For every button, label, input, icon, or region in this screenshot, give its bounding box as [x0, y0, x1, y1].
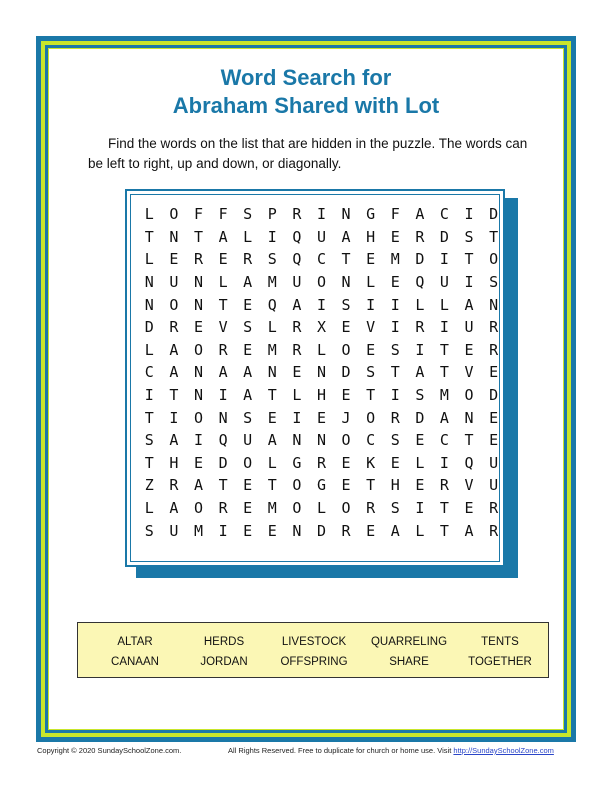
puzzle-letter: I [144, 386, 154, 405]
puzzle-letter: L [415, 453, 425, 472]
puzzle-letter: H [390, 476, 400, 495]
puzzle-letter: L [316, 499, 326, 518]
footer-copyright: Copyright © 2020 SundaySchoolZone.com. [37, 746, 182, 755]
puzzle-letter: G [292, 453, 302, 472]
puzzle-letter: M [390, 250, 400, 269]
puzzle-letter: T [366, 386, 376, 405]
puzzle-letter: R [366, 499, 376, 518]
puzzle-letter: S [489, 273, 499, 292]
puzzle-letter: O [464, 386, 474, 405]
puzzle-letter: O [366, 408, 376, 427]
puzzle-letter: A [464, 521, 474, 540]
word-bank [77, 622, 549, 678]
footer-rights-text: All Rights Reserved. Free to duplicate for church or home use. Visit [228, 746, 452, 755]
puzzle-letter: A [267, 431, 277, 450]
puzzle-letter: I [390, 386, 400, 405]
puzzle-letter: I [218, 521, 228, 540]
word-bank-item: LIVESTOCK [281, 636, 347, 648]
puzzle-letter: R [292, 205, 302, 224]
puzzle-letter: U [169, 521, 179, 540]
puzzle-letter: M [267, 340, 277, 359]
puzzle-letter: L [415, 521, 425, 540]
puzzle-letter: Q [292, 227, 302, 246]
puzzle-letter: I [415, 340, 425, 359]
footer-rights [228, 746, 554, 755]
puzzle-letter: E [243, 340, 253, 359]
puzzle-letter: E [193, 318, 203, 337]
puzzle-letter: V [464, 363, 474, 382]
puzzle-letter: R [169, 476, 179, 495]
puzzle-letter: R [218, 340, 228, 359]
puzzle-letter: E [218, 250, 228, 269]
puzzle-letter: R [218, 499, 228, 518]
puzzle-letter: I [316, 205, 326, 224]
puzzle-letter: A [169, 431, 179, 450]
puzzle-letter: R [341, 521, 351, 540]
puzzle-letter: L [267, 318, 277, 337]
puzzle-letter: N [193, 273, 203, 292]
puzzle-letter: X [316, 318, 326, 337]
puzzle-letter: S [390, 340, 400, 359]
puzzle-letter: T [464, 431, 474, 450]
puzzle-letter: S [464, 227, 474, 246]
puzzle-letter: E [489, 363, 499, 382]
word-bank-row-1 [78, 633, 548, 651]
puzzle-letter: T [439, 363, 449, 382]
puzzle-letter: S [341, 295, 351, 314]
puzzle-letter: M [439, 386, 449, 405]
puzzle-letter: O [243, 453, 253, 472]
puzzle-letter: I [267, 227, 277, 246]
puzzle-letter: E [341, 386, 351, 405]
puzzle-letter: O [341, 499, 351, 518]
puzzle-letter: A [439, 408, 449, 427]
puzzle-row [137, 519, 506, 542]
puzzle-row [137, 497, 506, 520]
word-bank-item: OFFSPRING [280, 656, 348, 668]
puzzle-letter: I [218, 386, 228, 405]
puzzle-letter: E [267, 408, 277, 427]
puzzle-letter: E [415, 476, 425, 495]
puzzle-letter: A [292, 295, 302, 314]
puzzle-letter: G [316, 476, 326, 495]
puzzle-letter: E [243, 521, 253, 540]
puzzle-row [137, 384, 506, 407]
puzzle-letter: E [390, 273, 400, 292]
puzzle-letter: A [415, 363, 425, 382]
puzzle-letter: E [292, 363, 302, 382]
puzzle-letter: L [144, 205, 154, 224]
puzzle-letter: T [390, 363, 400, 382]
puzzle-letter: N [489, 295, 499, 314]
puzzle-letter: R [292, 340, 302, 359]
puzzle-letter: S [390, 499, 400, 518]
puzzle-letter: E [316, 408, 326, 427]
puzzle-letter: V [218, 318, 228, 337]
puzzle-letter: K [366, 453, 376, 472]
puzzle-letter: S [243, 408, 253, 427]
puzzle-letter: T [218, 476, 228, 495]
puzzle-letter: D [489, 205, 499, 224]
puzzle-letter: T [267, 386, 277, 405]
footer-link[interactable]: http://SundaySchoolZone.com [453, 746, 554, 755]
puzzle-letter: U [292, 273, 302, 292]
puzzle-letter: S [267, 250, 277, 269]
puzzle-letter: V [464, 476, 474, 495]
puzzle-letter: U [316, 227, 326, 246]
puzzle-letter: E [243, 476, 253, 495]
puzzle-letter: N [169, 227, 179, 246]
puzzle-letter: E [464, 499, 474, 518]
puzzle-letter: L [144, 340, 154, 359]
puzzle-letter: I [316, 295, 326, 314]
puzzle-letter: Q [267, 295, 277, 314]
puzzle-letter: O [292, 499, 302, 518]
puzzle-letter: T [439, 499, 449, 518]
word-bank-item: SHARE [389, 656, 429, 668]
puzzle-letter: E [243, 295, 253, 314]
puzzle-letter: N [193, 386, 203, 405]
puzzle-letter: Q [464, 453, 474, 472]
puzzle-letter: T [489, 227, 499, 246]
puzzle-letter: Q [415, 273, 425, 292]
puzzle-letter: O [193, 340, 203, 359]
puzzle-letter: E [390, 227, 400, 246]
puzzle-row [137, 474, 506, 497]
puzzle-letter: O [292, 476, 302, 495]
puzzle-letter: D [415, 408, 425, 427]
puzzle-letter: S [243, 205, 253, 224]
puzzle-letter: C [439, 431, 449, 450]
puzzle-letter: D [218, 453, 228, 472]
puzzle-letter: N [267, 363, 277, 382]
puzzle-letter: E [489, 431, 499, 450]
puzzle-letter: E [341, 318, 351, 337]
puzzle-letter: H [366, 227, 376, 246]
puzzle-letter: E [415, 431, 425, 450]
puzzle-letter: T [366, 476, 376, 495]
puzzle-letter: I [193, 431, 203, 450]
puzzle-letter: U [169, 273, 179, 292]
puzzle-letter: U [439, 273, 449, 292]
puzzle-letter: T [193, 227, 203, 246]
puzzle-letter: C [366, 431, 376, 450]
puzzle-letter: L [366, 273, 376, 292]
puzzle-letter: R [489, 499, 499, 518]
puzzle-letter: E [464, 340, 474, 359]
puzzle-letter: S [144, 521, 154, 540]
puzzle-letter: R [489, 340, 499, 359]
puzzle-letter: A [415, 205, 425, 224]
puzzle-letter: O [169, 295, 179, 314]
puzzle-letter: R [415, 318, 425, 337]
puzzle-letter: E [366, 340, 376, 359]
puzzle-letter: A [193, 476, 203, 495]
puzzle-letter: O [489, 250, 499, 269]
puzzle-letter: S [415, 386, 425, 405]
word-bank-item: HERDS [203, 636, 245, 648]
puzzle-letter: E [489, 408, 499, 427]
word-bank-item: QUARRELING [370, 636, 448, 648]
puzzle-letter: S [390, 431, 400, 450]
puzzle-letter: F [218, 205, 228, 224]
puzzle-letter: L [292, 386, 302, 405]
puzzle-letter: I [366, 295, 376, 314]
puzzle-letter: A [169, 340, 179, 359]
puzzle-letter: A [218, 363, 228, 382]
puzzle-letter: U [464, 318, 474, 337]
puzzle-row [137, 248, 506, 271]
puzzle-letter: I [169, 408, 179, 427]
puzzle-letter: T [439, 340, 449, 359]
puzzle-letter: E [193, 453, 203, 472]
puzzle-letter: J [341, 408, 351, 427]
puzzle-letter: I [292, 408, 302, 427]
word-bank-row-2 [78, 653, 548, 671]
puzzle-letter: E [341, 476, 351, 495]
puzzle-letter: M [267, 273, 277, 292]
puzzle-letter: E [169, 250, 179, 269]
puzzle-letter: M [193, 521, 203, 540]
puzzle-letter: N [193, 363, 203, 382]
instructions-line-2: be left to right, up and down, or diagonally. [88, 156, 342, 171]
puzzle-letter: N [341, 205, 351, 224]
puzzle-letter: T [218, 295, 228, 314]
puzzle-letter: T [144, 227, 154, 246]
puzzle-letter: N [144, 273, 154, 292]
puzzle-letter: O [316, 273, 326, 292]
puzzle-letter: I [390, 295, 400, 314]
puzzle-row [137, 316, 506, 339]
puzzle-letter: R [439, 476, 449, 495]
puzzle-letter: A [243, 273, 253, 292]
word-bank-item: ALTAR [117, 636, 153, 648]
puzzle-letter: N [193, 295, 203, 314]
puzzle-letter: C [316, 250, 326, 269]
puzzle-letter: I [464, 205, 474, 224]
puzzle-letter: N [464, 408, 474, 427]
puzzle-letter: A [169, 499, 179, 518]
page-title-line-1: Word Search for [220, 65, 392, 90]
puzzle-letter: D [144, 318, 154, 337]
puzzle-letter: M [267, 499, 277, 518]
word-search-grid [137, 203, 506, 542]
puzzle-letter: L [316, 340, 326, 359]
puzzle-letter: R [243, 250, 253, 269]
puzzle-letter: A [218, 227, 228, 246]
puzzle-letter: U [489, 453, 499, 472]
puzzle-row [137, 293, 506, 316]
puzzle-row [137, 226, 506, 249]
puzzle-letter: E [366, 521, 376, 540]
word-bank-item: JORDAN [200, 656, 248, 668]
word-bank-item: CANAAN [111, 656, 159, 668]
puzzle-letter: I [390, 318, 400, 337]
puzzle-row [137, 452, 506, 475]
puzzle-letter: D [489, 386, 499, 405]
puzzle-letter: L [415, 295, 425, 314]
puzzle-letter: R [292, 318, 302, 337]
puzzle-letter: V [366, 318, 376, 337]
puzzle-letter: O [169, 205, 179, 224]
puzzle-letter: F [390, 205, 400, 224]
puzzle-letter: R [193, 250, 203, 269]
puzzle-letter: C [144, 363, 154, 382]
puzzle-letter: C [439, 205, 449, 224]
puzzle-letter: N [292, 521, 302, 540]
puzzle-letter: Q [218, 431, 228, 450]
puzzle-letter: D [341, 363, 351, 382]
puzzle-letter: D [439, 227, 449, 246]
puzzle-letter: N [218, 408, 228, 427]
puzzle-letter: L [439, 295, 449, 314]
puzzle-letter: E [267, 521, 277, 540]
puzzle-letter: I [415, 499, 425, 518]
puzzle-letter: R [415, 227, 425, 246]
word-bank-item: TOGETHER [468, 656, 532, 668]
puzzle-letter: T [464, 250, 474, 269]
puzzle-letter: F [193, 205, 203, 224]
word-bank-item: TENTS [481, 636, 519, 648]
puzzle-letter: N [144, 295, 154, 314]
puzzle-letter: A [169, 363, 179, 382]
puzzle-letter: R [489, 318, 499, 337]
puzzle-letter: E [366, 250, 376, 269]
puzzle-letter: T [267, 476, 277, 495]
puzzle-letter: L [144, 499, 154, 518]
puzzle-letter: L [243, 227, 253, 246]
puzzle-letter: A [243, 386, 253, 405]
puzzle-letter: O [193, 499, 203, 518]
puzzle-letter: T [341, 250, 351, 269]
puzzle-row [137, 406, 506, 429]
puzzle-letter: I [439, 250, 449, 269]
puzzle-letter: G [366, 205, 376, 224]
puzzle-letter: U [243, 431, 253, 450]
puzzle-letter: U [489, 476, 499, 495]
puzzle-letter: N [316, 431, 326, 450]
puzzle-letter: Q [292, 250, 302, 269]
puzzle-letter: O [193, 408, 203, 427]
puzzle-letter: E [390, 453, 400, 472]
puzzle-letter: O [341, 431, 351, 450]
puzzle-letter: E [341, 453, 351, 472]
puzzle-letter: T [439, 521, 449, 540]
puzzle-row [137, 203, 506, 226]
puzzle-letter: L [267, 453, 277, 472]
puzzle-letter: E [243, 499, 253, 518]
puzzle-letter: T [144, 453, 154, 472]
puzzle-letter: R [169, 318, 179, 337]
puzzle-letter: T [169, 386, 179, 405]
puzzle-letter: Z [144, 476, 154, 495]
puzzle-letter: S [366, 363, 376, 382]
puzzle-letter: D [316, 521, 326, 540]
puzzle-letter: A [464, 295, 474, 314]
puzzle-letter: N [316, 363, 326, 382]
puzzle-letter: R [316, 453, 326, 472]
puzzle-row [137, 361, 506, 384]
puzzle-letter: O [341, 340, 351, 359]
puzzle-letter: N [341, 273, 351, 292]
puzzle-letter: H [316, 386, 326, 405]
puzzle-row [137, 339, 506, 362]
puzzle-letter: P [267, 205, 277, 224]
puzzle-letter: A [243, 363, 253, 382]
instructions-line-1: Find the words on the list that are hidden in the puzzle. The words can [108, 136, 528, 151]
puzzle-letter: L [218, 273, 228, 292]
puzzle-letter: I [439, 453, 449, 472]
puzzle-letter: T [144, 408, 154, 427]
puzzle-letter: I [439, 318, 449, 337]
puzzle-letter: H [169, 453, 179, 472]
puzzle-letter: I [464, 273, 474, 292]
puzzle-row [137, 429, 506, 452]
page-title-line-2: Abraham Shared with Lot [172, 93, 440, 118]
puzzle-letter: N [292, 431, 302, 450]
puzzle-letter: R [489, 521, 499, 540]
puzzle-letter: L [144, 250, 154, 269]
puzzle-letter: R [390, 408, 400, 427]
puzzle-letter: D [415, 250, 425, 269]
puzzle-letter: S [243, 318, 253, 337]
puzzle-row [137, 271, 506, 294]
puzzle-letter: A [390, 521, 400, 540]
puzzle-letter: S [144, 431, 154, 450]
instructions [88, 134, 548, 174]
puzzle-letter: A [341, 227, 351, 246]
